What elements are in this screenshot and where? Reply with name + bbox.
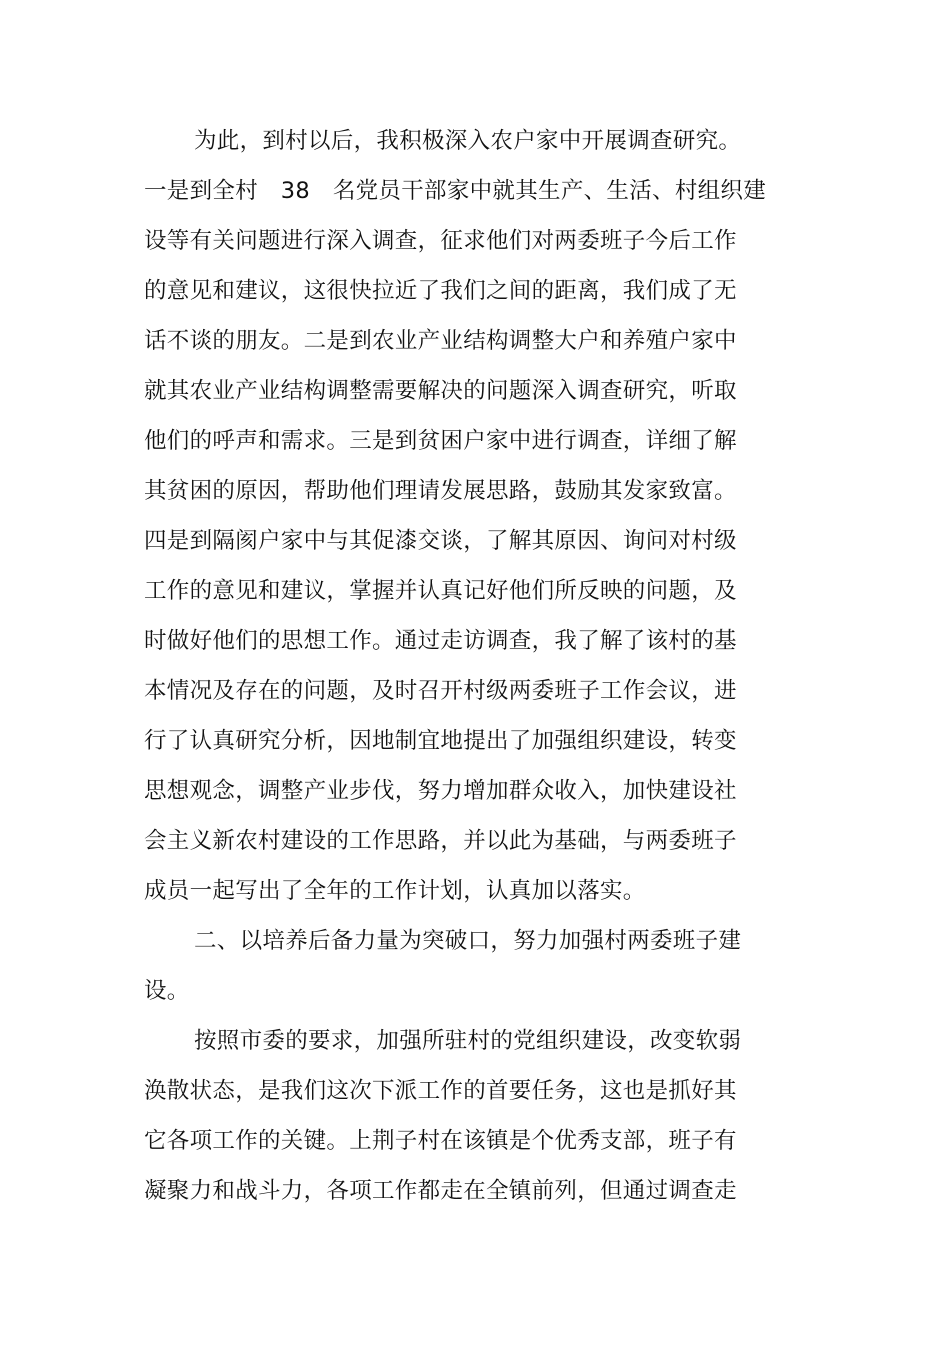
paragraph-1-line-10: 工作的意见和建议，掌握并认真记好他们所反映的问题，及: [144, 578, 737, 604]
paragraph-1-line-7: 他们的呼声和需求。三是到贫困户家中进行调查，详细了解: [144, 428, 737, 454]
paragraph-2-line-2: 涣散状态，是我们这次下派工作的首要任务，这也是抓好其: [144, 1078, 737, 1104]
paragraph-1-line-11: 时做好他们的思想工作。通过走访调查，我了解了该村的基: [144, 628, 737, 654]
paragraph-1-line-1: 为此，到村以后，我积极深入农户家中开展调查研究。: [194, 128, 742, 154]
paragraph-1-line-6: 就其农业产业结构调整需要解决的问题深入调查研究，听取: [144, 378, 737, 404]
paragraph-1-line-12: 本情况及存在的问题，及时召开村级两委班子工作会议，进: [144, 678, 737, 704]
paragraph-1-line-4: 的意见和建议，这很快拉近了我们之间的距离，我们成了无: [144, 278, 737, 304]
paragraph-1-line-15: 会主义新农村建设的工作思路，并以此为基础，与两委班子: [144, 828, 737, 854]
paragraph-1-line-5: 话不谈的朋友。二是到农业产业结构调整大户和养殖户家中: [144, 328, 737, 354]
paragraph-2-line-4: 凝聚力和战斗力，各项工作都走在全镇前列，但通过调查走: [144, 1178, 737, 1204]
paragraph-1-line-8: 其贫困的原因，帮助他们理请发展思路，鼓励其发家致富。: [144, 478, 737, 504]
paragraph-1-line-3: 设等有关问题进行深入调查，征求他们对两委班子今后工作: [144, 228, 737, 254]
paragraph-2-line-1: 按照市委的要求，加强所驻村的党组织建设，改变软弱: [194, 1028, 742, 1054]
paragraph-1-line-2: 一是到全村 38 名党员干部家中就其生产、生活、村组织建: [144, 178, 767, 204]
paragraph-1-line-9: 四是到隔阂户家中与其促漆交谈，了解其原因、询问对村级: [144, 528, 737, 554]
paragraph-1-line-13: 行了认真研究分析，因地制宜地提出了加强组织建设，转变: [144, 728, 737, 754]
paragraph-1-line-16: 成员一起写出了全年的工作计划，认真加以落实。: [144, 878, 646, 904]
paragraph-2-line-3: 它各项工作的关键。上荆子村在该镇是个优秀支部，班子有: [144, 1128, 737, 1154]
section-heading-line-2: 设。: [144, 978, 190, 1004]
section-heading-line-1: 二、以培养后备力量为突破口，努力加强村两委班子建: [194, 928, 742, 954]
paragraph-1-line-14: 思想观念，调整产业步伐，努力增加群众收入，加快建设社: [144, 778, 737, 804]
